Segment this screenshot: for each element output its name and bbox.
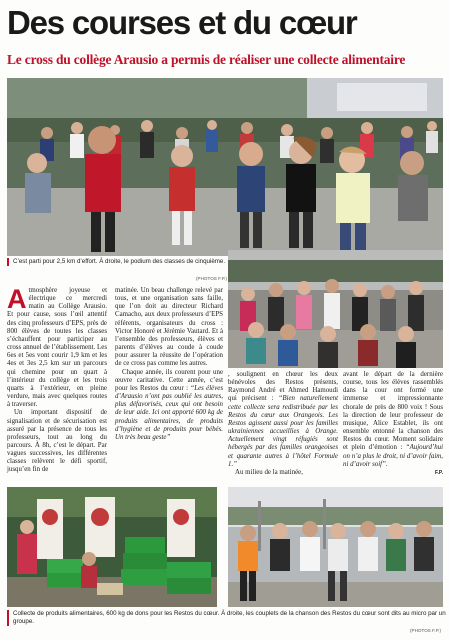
column-1	[7, 284, 107, 497]
col2-paragraph-2: Chaque année, ils courent pour une œuvre caritative. Cette année, c’est pour les Restos du cœur :	[115, 368, 223, 392]
col4-end: .	[385, 460, 388, 468]
col3-paragraph-1: , soulignent en chœur les deux bénévoles des Restos présents, Raymond André et Ahmed Hamoudi qui précisent :	[228, 371, 338, 403]
column-2	[115, 287, 223, 497]
col4-quote: “Aujourd’hui on n’a plus le droit, ni d’avoir faim, ni d’avoir soif”	[343, 444, 443, 468]
top-photo-credit: (PHOTOS F.P.)	[196, 276, 227, 281]
article-title: Des courses et du cœur	[7, 4, 357, 41]
col2-paragraph-1: matinée. Un beau challenge relevé par tous, et une organisation sans faille, que l’on doit au directeur Richard Camacho, aux deux professeurs d’EPS référents, organisateurs du cross : Victor Honoré et Jérémie Vautard. Et à l’ensemble des professeurs, élèves et parents d’élèves au coude à coude pour assurer la réussite de l’opération de ce cross pas comme les autres.	[115, 287, 223, 368]
cropped-next-headline	[7, 633, 443, 640]
article-subtitle: Le cross du collège Arausio a permis de réaliser une collecte alimentaire	[7, 52, 406, 67]
column-4	[343, 371, 443, 497]
singers-photo	[228, 487, 443, 607]
collection-photo	[7, 487, 217, 607]
col4-paragraph-1: avant le départ de la dernière course, tous les élèves rassemblés dans la cour ont formé une immense et impressionnante chorale de près de 800 voix ! Sous la direction de leur professeur de musique, Alice Establet, ils ont ensemble entonné la chanson des Restos du cœur. Moment solidaire et plein d’émotion :	[343, 371, 443, 452]
col3-paragraph-2: Au milieu de la matinée,	[235, 468, 303, 476]
col1-paragraph-1: tmosphère joyeuse et électrique ce mercredi matin au Collège Arausio. Et pour cause, sous l’œil attentif des cinq professeurs d’EPS, près de 800 élèves de toutes les classes s’échauffent pour participer au cross annuel de l’établissement. Les 6es et 5es vont courir 1,9 km et les 4es et 3es 2,5 km sur un parcours qui chemine pour un quart à l’intérieur du collège et les trois quarts à l’extérieur, en pleine verdure, mais avec quelques routes à traverser.	[7, 287, 107, 409]
podium-photo	[228, 250, 443, 368]
race-photo	[7, 78, 443, 256]
author-signature: F.P.	[435, 469, 443, 476]
top-caption-text: C’est parti pour 2,5 km d’effort. À droite, le podium des classes de cinquième.	[13, 258, 226, 265]
dropcap-letter: A	[7, 284, 27, 314]
bottom-photo-caption	[7, 610, 449, 626]
bottom-caption-text: Collecte de produits alimentaires, 600 kg de dons pour les Restos du cœur. À droite, les couplets de la chanson des Restos du cœur sont dits au micro par un groupe.	[13, 610, 446, 625]
column-3	[228, 371, 338, 497]
col3-quote: “Bien naturellement cette collecte sera redistribuée par les Restos du cœur aux Orangeois. Les Restos agissent aussi pour les familles ukrainiennes accueillies à Orange. Actuellement vingt réfugiés sont hébergés par des familles orangeoises et quarante autres à l’hôtel Formule 1.”	[228, 395, 339, 468]
top-photo-caption	[7, 258, 233, 266]
col1-paragraph-2: Un important dispositif de signalisation et de sécurisation est assuré par la présence de tous les professeurs, tout au long du parcours. À 8h, c’est le départ. Par vagues successives, les différentes classes relèvent le défi sportif, jusqu’en fin de	[7, 409, 107, 474]
bottom-photo-credit: (PHOTOS F.P.)	[410, 628, 441, 633]
col2-quote-1: “Les élèves d’Arausio n’ont pas oublié les autres, plus défavorisés, ceux qui ont besoin de leur aide. Ici ont apporté 600 kg de produits alimentaires, de produits d’hygiène et de produits pour bébés. Un très beau geste”	[115, 384, 223, 441]
